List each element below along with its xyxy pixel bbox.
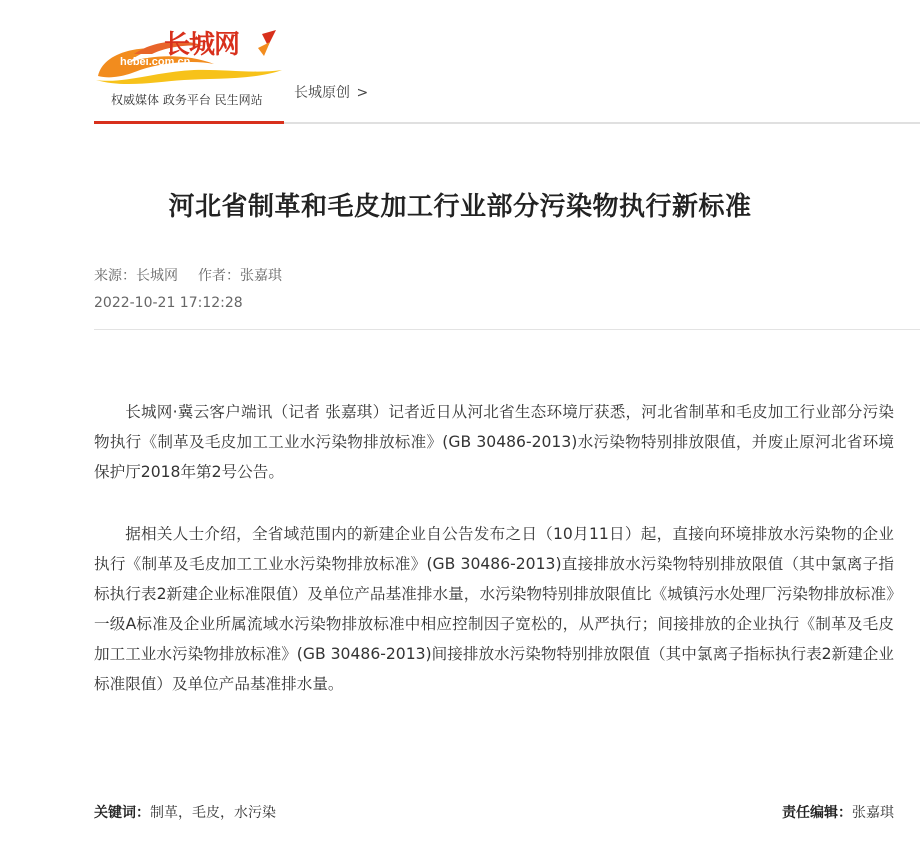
source-value: 长城网 [136, 268, 178, 284]
author-value: 张嘉琪 [240, 268, 282, 284]
logo-slogan: 权威媒体 政务平台 民生网站 [111, 93, 263, 107]
article-title: 河北省制革和毛皮加工行业部分污染物执行新标准 [168, 192, 752, 222]
logo-domain-text: hebei.com.cn [120, 56, 191, 68]
keywords [94, 802, 276, 822]
author-label: 作者： [198, 268, 240, 284]
editor-value: 张嘉琪 [852, 805, 894, 821]
meta-divider [94, 329, 920, 330]
logo-brand-text: 长城网 [164, 30, 240, 60]
keywords-label: 关键词： [94, 805, 150, 821]
site-logo[interactable] [94, 18, 284, 122]
keywords-value: 制革，毛皮，水污染 [150, 805, 276, 821]
responsible-editor [782, 802, 894, 822]
article-meta [94, 265, 282, 285]
article-body [94, 397, 894, 731]
breadcrumb-label: 长城原创 [294, 85, 350, 101]
header-divider-accent [94, 121, 284, 124]
article-paragraph: 据相关人士介绍，全省域范围内的新建企业自公告发布之日（10月11日）起，直接向环境排放水污染物的企业执行《制革及毛皮加工工业水污染物排放标准》(GB 30486-2013)直接排放水污染物特别排放限值（其中氯离子指标执行表2新建企业标准限值）及单位产品基准排水量，水污染物特别排放限值比《城镇污水处理厂污染物排放标准》一级A标准及企业所属流域水污染物排放标准中相应控制因子宽松的，从严执行；间接排放的企业执行《制革及毛皮加工工业水污染物排放标准》(GB 30486-2013)间接排放水污染物特别排放限值（其中氯离子指标执行表2新建企业标准限值）及单位产品基准排水量。 [94, 525, 894, 693]
breadcrumb-section-link[interactable] [294, 82, 368, 102]
site-header [0, 0, 920, 125]
editor-label: 责任编辑： [782, 805, 852, 821]
chevron-right-icon: > [356, 85, 369, 101]
article-paragraph: 长城网·冀云客户端讯（记者 张嘉琪）记者近日从河北省生态环境厅获悉，河北省制革和毛皮加工行业部分污染物执行《制革及毛皮加工工业水污染物排放标准》(GB 30486-2013)水污染物特别排放限值，并废止原河北省环境保护厅2018年第2号公告。 [94, 403, 894, 481]
source-label: 来源： [94, 268, 136, 284]
publish-datetime: 2022-10-21 17:12:28 [94, 295, 243, 311]
